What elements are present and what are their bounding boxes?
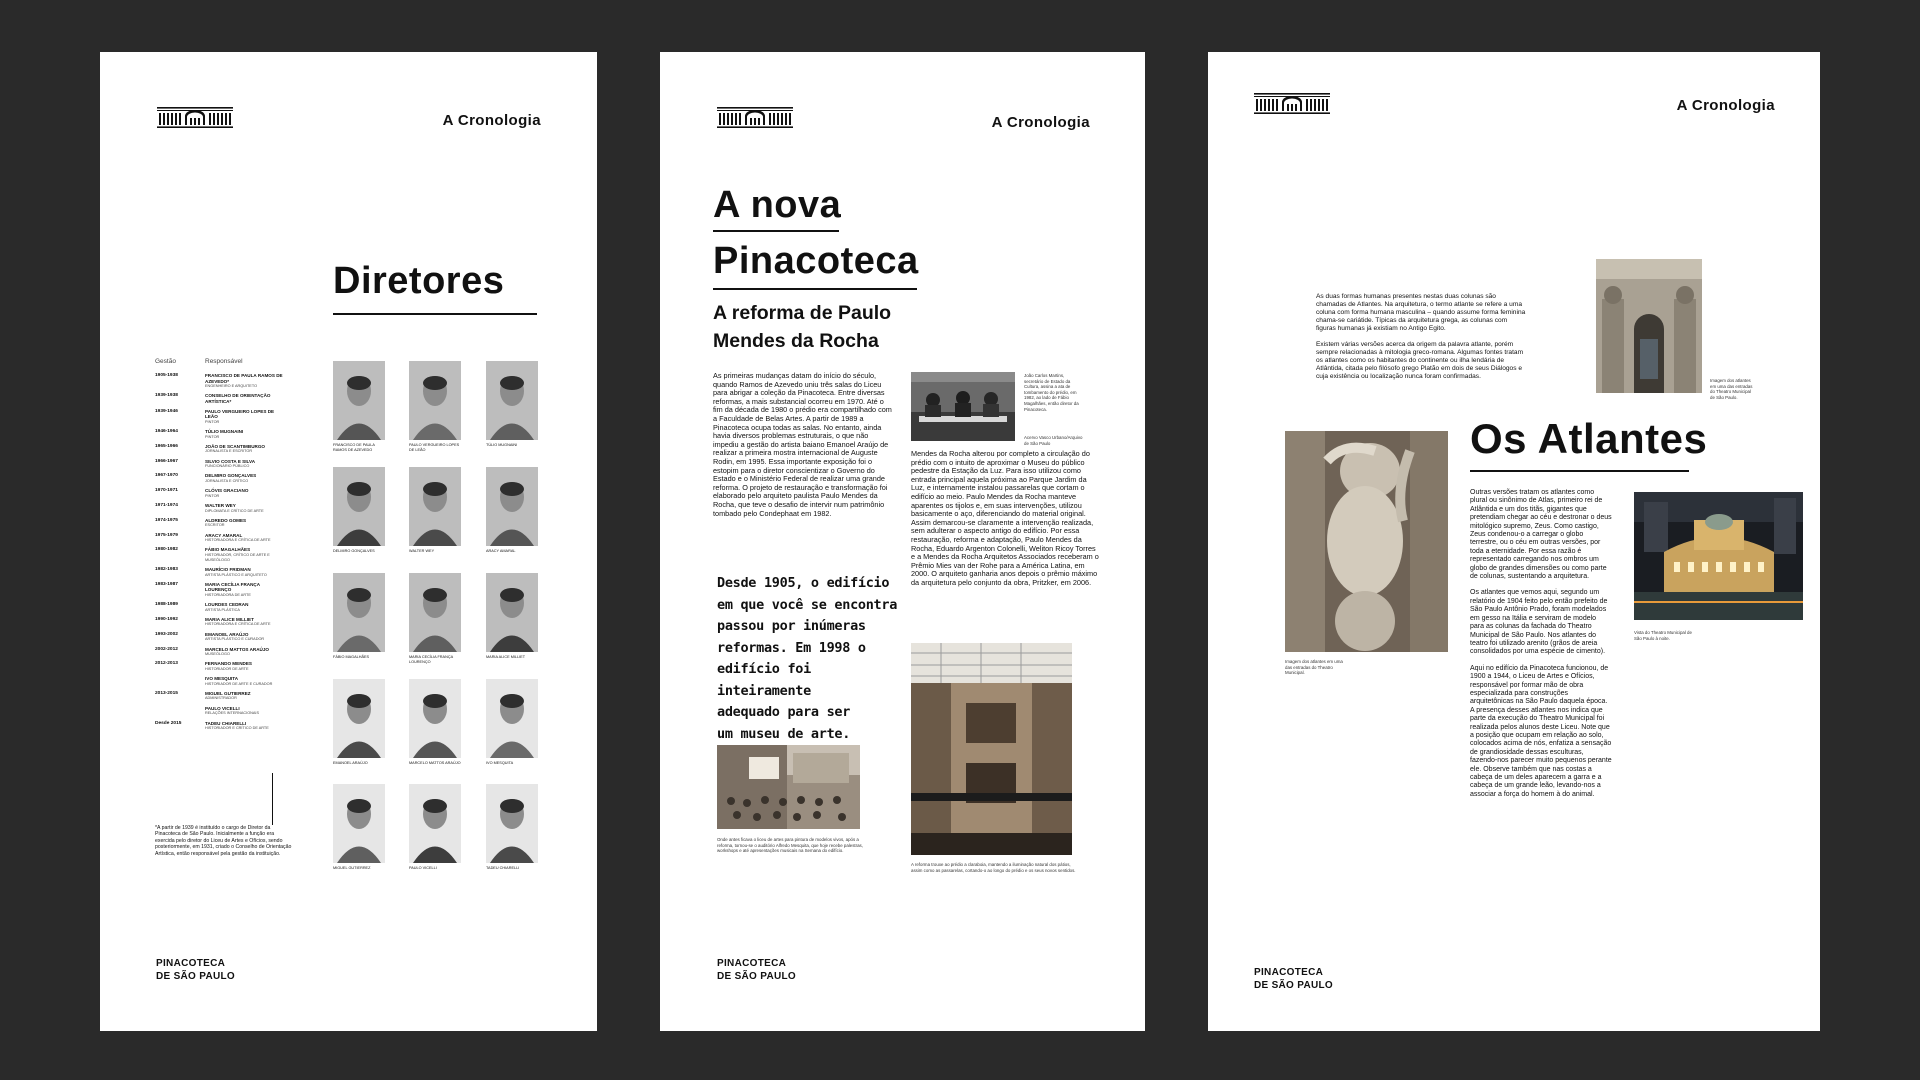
row-name: CONSELHO DE ORIENTAÇÃO ARTÍSTICA*	[205, 393, 271, 404]
row-years: 1965-1966	[155, 443, 178, 449]
row-role: ARTISTA PLÁSTICA	[205, 607, 240, 612]
portrait-card	[333, 467, 385, 554]
row-role: HISTORIADORA E CRÍTICA DE ARTE	[205, 622, 271, 627]
photo-signing-credit: Acervo Vasco Urbano/Arquivo de São Paulo	[1024, 435, 1083, 446]
portrait-photo	[333, 784, 385, 863]
row-role: MUSEÓLOGO	[205, 652, 230, 657]
portrait-name: TADEU CHIARELLI	[486, 866, 520, 870]
body-left: As primeiras mudanças datam do início do século, quando Ramos de Azevedo uniu três salas do Liceu para abrigar a coleção da Pinacoteca. Entre diversas reformas, a mais substancial ocorreu em 1970. Até o fim da década de 1980 o prédio era compartilhado com a Faculdade de Belas Artes. A partir de 1989 a Pinacoteca ocupa todas as salas. No entanto, ainda havia diversos problemas estruturais, o que não impediu a gestão do artista baiano Emanoel Araújo de realizar a primeira mostra internacional de Auguste Rodin, em 1995. Essa importante exposição foi o estopim para o diretor conscientizar o Governo do Estado e o Ministério Federal de realizar uma grande reforma. O projeto de restauração e transformação foi elaborado pelo arquiteto paulista Paulo Mendes da Rocha, que teve o desafio de intervir num patrimônio tombado pelo Condephaat em 1982.	[713, 371, 892, 518]
footer-line-2: DE SÃO PAULO	[717, 971, 796, 982]
row-person	[205, 661, 285, 671]
row-person	[205, 518, 285, 528]
photo-auditorium	[717, 745, 860, 829]
portrait-name: EMANOEL ARAÚJO	[333, 761, 368, 765]
row-person	[205, 409, 285, 425]
portrait-name: ARACY AMARAL	[486, 549, 516, 553]
row-years: 1905-1938	[155, 373, 178, 378]
photo-interior-atrium	[911, 643, 1072, 855]
portrait-card	[486, 784, 538, 871]
main-paragraph-3: Aqui no edifício da Pinacoteca funcionou, de 1900 a 1944, o Liceu de Artes e Ofícios, responsável por formar mão de obra especializada para construções arquitetônicas na São Paulo daquela época. A presença desses atlantes nos indica que parte da execução do Theatro Municipal foi realizada pelos alunos deste Liceu. Note que a posição que ocupam em relação ao solo, colocados acima de nós, enfatiza a sensação de grandiosidade dessas esculturas, fazendo-nos parecer muito pequenos perante ele. Observe também que nas costas a cabeça de um deles aparecem a garra e a cabeça de um grande leão, levando-nos a associar a força do homem à do animal.	[1470, 664, 1612, 798]
row-person	[205, 459, 285, 469]
portrait-name: PAULO VICELLI	[409, 866, 437, 870]
photo-facade-atlantes	[1596, 259, 1702, 393]
row-person	[205, 691, 285, 701]
table-row	[155, 691, 285, 701]
portrait-photo	[409, 361, 461, 440]
portrait-name: MARCELO MATTOS ARAÚJO	[409, 761, 461, 765]
portrait-name: DELMIRO GONÇALVES	[333, 549, 375, 553]
row-role: HISTORIADOR DE ARTE E CURADOR	[205, 681, 273, 686]
row-name: MARCELO MATTOS ARAÚJO	[205, 646, 269, 652]
row-years: 1988-1989	[155, 602, 178, 608]
portrait-card	[409, 573, 461, 664]
row-person	[205, 676, 285, 686]
table-header	[155, 358, 285, 365]
row-name: IVO MESQUITA	[205, 676, 239, 682]
body-right: Mendes da Rocha alterou por completo a circulação do prédio com o intuito de aproximar o Museu do público pedestre da Estação da Luz. Para isso utilizou como entrada principal aquela próxima ao Parque Jardim da Luz, e internamente instalou passarelas que cortam o edifício ao meio. Paulo Mendes da Rocha manteve aparentes os tijolos e, em suas intervenções, utilizou basicamente o aço, diferenciando do material original. Assim demarcou-se claramente a intervenção realizada, sem adulterar o aspecto antigo do edifício. Por essa restauração, reforma e adaptação, Paulo Mendes da Rocha, Eduardo Argenton Colonelli, Weliton Ricoy Torres e a Mendes da Rocha Arquitetos Associados receberam o Prêmio Mies van der Rohe para a América Latina, em 2000. O arquiteto ganharia anos depois o prêmio máximo da arquitetura pelo conjunto da obra, Pritzker, em 2006.	[911, 449, 1099, 587]
row-role: RELAÇÕES INTERNACIONAIS	[205, 711, 260, 716]
portrait-name: FRANCISCO DE PAULA RAMOS DE AZEVEDO	[333, 443, 375, 452]
portrait-card	[409, 784, 461, 871]
portrait-card	[333, 679, 385, 766]
table-row	[155, 632, 285, 642]
title-line-2: Pinacoteca	[713, 240, 919, 282]
row-person	[205, 632, 285, 642]
subtitle	[713, 299, 891, 355]
row-years: 1966-1967	[155, 458, 178, 464]
table-row	[155, 393, 285, 404]
row-person	[205, 393, 285, 404]
directors-table	[155, 358, 285, 735]
row-person	[205, 567, 285, 577]
photo-auditorium-caption: Onde antes ficava o liceu de artes para pintura de modelos vivos, após a reforma, tornou-se o auditório Alfredo Mesquita, que hoje recebe palestras, workshops e até apresentações musicais na Semana do edifício.	[717, 837, 863, 854]
row-name: MAURÍCIO FRIDMAN	[205, 567, 251, 573]
photo-atlante-caption: Imagem dos atlantes em uma das entradas do Theatro Municipal.	[1285, 659, 1343, 676]
footer-brand	[717, 957, 796, 983]
photo-atlante-sculpture	[1285, 431, 1448, 652]
poster-title: Diretores	[333, 260, 505, 302]
footer-line-1: PINACOTECA	[717, 958, 787, 969]
row-years: 1982-1983	[155, 567, 178, 573]
table-row	[155, 488, 285, 498]
row-name: TÚLIO MUGNAINI	[205, 429, 244, 435]
pinacoteca-logo-icon	[1254, 93, 1330, 114]
row-person	[205, 647, 285, 657]
poster-diretores	[100, 52, 597, 1031]
portrait-card	[486, 573, 538, 660]
title-line-1: A nova	[713, 184, 842, 226]
row-years: 1939-1938	[155, 393, 178, 399]
row-role: FUNCIONÁRIO PÚBLICO	[205, 464, 250, 469]
quote-line: adequado para ser	[717, 704, 851, 720]
title-underline	[1470, 470, 1689, 472]
row-person	[205, 488, 285, 498]
table-row	[155, 617, 285, 627]
col-responsavel: Responsável	[205, 358, 243, 365]
row-role: DIPLOMATA E CRÍTICO DE ARTE	[205, 508, 264, 513]
table-row	[155, 373, 285, 389]
row-role: HISTORIADOR E CRÍTICO DE ARTE	[205, 726, 269, 731]
row-years: 1939-1946	[155, 408, 178, 414]
row-role: HISTORIADOR, CRÍTICO DE ARTE E MUSEÓLOGO	[205, 552, 270, 562]
row-name: MARIA ALICE MILLIET	[205, 616, 254, 622]
pull-quote	[717, 573, 907, 745]
row-role: PINTOR	[205, 493, 220, 498]
portrait-card	[333, 361, 385, 452]
quote-line: reformas. Em 1998 o	[717, 639, 866, 656]
quote-line: um museu de arte.	[717, 725, 851, 742]
row-role: ESCRITOR	[205, 523, 225, 528]
row-person	[205, 547, 285, 562]
row-role: PINTOR	[205, 419, 220, 424]
portrait-photo	[333, 573, 385, 652]
table-row	[155, 582, 285, 598]
portrait-photo	[486, 467, 538, 546]
row-person	[205, 373, 285, 389]
portrait-card	[486, 361, 538, 448]
row-role: ARTISTA PLÁSTICO E CURADOR	[205, 637, 265, 642]
intro-paragraph-1: As duas formas humanas presentes nestas duas colunas são chamadas de Atlantes. Na arquitetura, o termo atlante se refere a uma coluna com forma humana masculina – quando assume forma feminina chama-se cariátide. Típicas da arquitetura grega, as colunas com figuras humanas já existiam no Antigo Egito.	[1316, 293, 1526, 332]
footer-line-1: PINACOTECA	[156, 958, 226, 969]
table-row	[155, 533, 285, 543]
row-years	[155, 676, 205, 686]
portrait-photo	[486, 679, 538, 758]
photo-signing	[911, 372, 1015, 441]
row-years: 2013-2015	[155, 690, 178, 696]
footer-line-2: DE SÃO PAULO	[156, 971, 235, 982]
row-person	[205, 706, 285, 716]
table-row	[155, 567, 285, 577]
row-name: MARIA CECÍLIA FRANÇA LOURENÇO	[205, 581, 260, 593]
table-row	[155, 676, 285, 686]
table-row	[155, 473, 285, 483]
row-name: EMANOEL ARAÚJO	[205, 631, 249, 637]
title-underline-1	[713, 230, 839, 232]
row-person	[205, 602, 285, 612]
quote-line: Desde 1905, o edifício	[717, 575, 890, 591]
pinacoteca-logo-icon	[157, 107, 233, 128]
portrait-name: PAULO VERGUEIRO LOPES DE LEÃO	[409, 443, 460, 452]
footer-brand	[156, 957, 235, 983]
row-years: 1980-1982	[155, 547, 178, 553]
photo-facade-caption: Imagem dos atlantes em uma das entradas do Theatro Municipal de São Paulo.	[1710, 378, 1753, 400]
row-role: ADMINISTRADOR	[205, 696, 237, 701]
row-person	[205, 617, 285, 627]
portrait-name: MARIA CECÍLIA FRANÇA LOURENÇO	[409, 655, 453, 664]
portrait-photo	[409, 679, 461, 758]
portrait-photo	[409, 467, 461, 546]
table-row	[155, 706, 285, 716]
poster-header: A Cronologia	[991, 114, 1090, 131]
main-paragraph-2: Os atlantes que vemos aqui, segundo um relatório de 1904 feito pelo então prefeito de São Paulo Antônio Prado, foram modelados em gesso na Itália e serviram de modelo para as colunas da fachada do Theatro Municipal de São Paulo. Nos atlantes do teatro foi utilizado arenito (grãos de areia consolidados por uma espécie de cimento).	[1470, 589, 1608, 656]
table-row	[155, 602, 285, 612]
row-name: FERNANDO MENDES	[205, 661, 252, 667]
portrait-photo	[486, 573, 538, 652]
row-years: 1993-2002	[155, 631, 178, 637]
row-person	[205, 503, 285, 513]
table-row	[155, 721, 285, 731]
photo-theatro-caption: Vista do Theatro Municipal de São Paulo à noite.	[1634, 630, 1692, 641]
row-years: 1983-1987	[155, 581, 178, 587]
row-years: Desde 2015	[155, 720, 182, 726]
row-years: 2002-2012	[155, 646, 178, 652]
row-years: 1967-1970	[155, 473, 178, 479]
photo-interior-caption: A reforma trouxe ao prédio a claraboia, mantendo a iluminação natural dos pátios, assim como as passarelas, cortando-o ao longo do prédio e os seus novos sentidos.	[911, 862, 1076, 873]
quote-line: edifício foi inteiramente	[717, 661, 811, 699]
portrait-photo	[409, 784, 461, 863]
row-role: ENGENHEIRO E ARQUITETO	[205, 384, 258, 388]
portrait-name: FÁBIO MAGALHÃES	[333, 655, 370, 659]
portrait-photo	[333, 679, 385, 758]
row-name: ALDREDO GOMES	[205, 517, 247, 523]
row-person	[205, 721, 285, 731]
portrait-name: TÚLIO MUGNAINI	[486, 443, 518, 447]
row-name: FRANCISCO DE PAULA RAMOS DE AZEVEDO*	[205, 373, 283, 384]
title-underline	[333, 313, 537, 315]
table-row	[155, 409, 285, 425]
table-row	[155, 429, 285, 439]
footer-brand	[1254, 966, 1333, 992]
col-gestao: Gestão	[155, 358, 176, 365]
row-person	[205, 429, 285, 439]
row-name: JOÃO DE SCANTIMBURGO	[205, 443, 265, 449]
row-years: 1946-1964	[155, 429, 178, 435]
row-person	[205, 582, 285, 598]
row-name: FÁBIO MAGALHÃES	[205, 547, 251, 553]
row-name: PAULO VICELLI	[205, 705, 240, 711]
row-years	[155, 706, 205, 716]
row-name: MIGUEL GUTIERREZ	[205, 690, 251, 696]
poster-header: A Cronologia	[1676, 97, 1775, 114]
row-name: ARACY AMARAL	[205, 532, 243, 538]
row-role: HISTORIADORA DE ARTE	[205, 592, 251, 597]
table-row	[155, 518, 285, 528]
portrait-photo	[409, 573, 461, 652]
poster-os-atlantes	[1208, 52, 1820, 1031]
row-name: PAULO VERGUEIRO LOPES DE LEÃO	[205, 408, 275, 420]
row-years: 2012-2013	[155, 661, 178, 667]
footnote: *A partir de 1939 é instituído o cargo de Diretor da Pinacoteca de São Paulo. Inicialmente a função era exercida pelo diretor do Liceu de Artes e Ofícios, sendo posteriormente, em 1931, criado o Conselho de Orientação Artística, então responsável pela gestão da instituição.	[155, 825, 292, 857]
row-years: 1970-1971	[155, 488, 178, 494]
row-role: PINTOR	[205, 434, 220, 439]
footer-line-2: DE SÃO PAULO	[1254, 980, 1333, 991]
quote-line: passou por inúmeras	[717, 618, 866, 634]
photo-theatro-night	[1634, 492, 1803, 620]
row-name: LOURDES CEDRAN	[205, 602, 249, 608]
table-row	[155, 547, 285, 562]
table-row	[155, 444, 285, 454]
poster-title: Os Atlantes	[1470, 415, 1708, 462]
poster-title	[713, 177, 919, 289]
row-person	[205, 533, 285, 543]
row-years: 1971-1974	[155, 503, 178, 509]
row-years: 1975-1979	[155, 532, 178, 538]
row-person	[205, 444, 285, 454]
poster-nova-pinacoteca	[660, 52, 1145, 1031]
row-role: JORNALISTA E ESCRITOR	[205, 449, 253, 454]
row-years: 1974-1975	[155, 517, 178, 523]
row-name: TADEU CHIARELLI	[205, 720, 247, 726]
row-person	[205, 473, 285, 483]
pinacoteca-logo-icon	[717, 107, 793, 128]
row-years: 1990-1992	[155, 616, 178, 622]
portrait-card	[409, 679, 461, 766]
portrait-name: WALTER WEY	[409, 549, 435, 553]
portrait-card	[333, 784, 385, 871]
portrait-photo	[486, 784, 538, 863]
main-paragraph-1: Outras versões tratam os atlantes como plural ou sinônimo de Atlas, primeiro rei de Atlântida e um dos titãs, gigantes que pretendiam chegar ao céu e destronar o deus mitológico supremo, Zeus. Como castigo, Zeus condenou-o a carregar o globo terrestre, ou o céu em outras versões, por toda a eternidade. Por essa razão é representado carregando nos ombros um globo de grandes dimensões ou como parte de colunas, sustentando a arquitetura.	[1470, 489, 1612, 581]
intro-paragraph-2: Existem várias versões acerca da origem da palavra atlante, porém sempre relacionadas à mitologia greco-romana. Algumas fontes tratam os atlantes como os habitantes do continente ou ilha lendária de Atlântida, citada pelo filósofo grego Platão em dois de seus Diálogos e cuja existência ou localização nunca foram confirmadas.	[1316, 341, 1524, 380]
main-text	[1470, 489, 1612, 807]
footer-line-1: PINACOTECA	[1254, 967, 1324, 978]
intro-text	[1316, 293, 1526, 389]
portrait-photo	[486, 361, 538, 440]
row-role: HISTORIADORA E CRÍTICA DE ARTE	[205, 538, 271, 543]
photo-signing-caption: João Carlos Martins, secretário de Estado da Cultura, assina a ata de tombamento do prédio, em 1982, ao lado de Fábio Magalhães, então diretor da Pinacoteca.	[1024, 373, 1079, 412]
table-row	[155, 503, 285, 513]
quote-line: em que você se encontra	[717, 596, 898, 613]
portrait-photo	[333, 361, 385, 440]
bracket-line	[272, 773, 273, 825]
row-role: JORNALISTA E CRÍTICO	[205, 478, 249, 483]
table-row	[155, 459, 285, 469]
portrait-card	[486, 467, 538, 554]
portrait-card	[409, 361, 461, 452]
portrait-photo	[333, 467, 385, 546]
row-name: WALTER WEY	[205, 503, 236, 509]
row-role: ARTISTA PLÁSTICO E ARQUITETO	[205, 572, 267, 577]
portrait-name: MIGUEL GUTIERREZ	[333, 866, 371, 870]
portrait-name: IVO MESQUITA	[486, 761, 514, 765]
row-name: SILVIO COSTA E SILVA	[205, 458, 256, 464]
subtitle-line-1: A reforma de Paulo	[713, 302, 892, 324]
portrait-card	[486, 679, 538, 766]
portrait-name: MARIA ALICE MILLIET	[486, 655, 526, 659]
portrait-card	[409, 467, 461, 554]
row-name: DELMIRO GONÇALVES	[205, 473, 257, 479]
row-role: HISTORIADOR DE ARTE	[205, 666, 249, 671]
poster-header: A Cronologia	[442, 112, 541, 129]
title-underline-2	[713, 288, 917, 290]
table-row	[155, 661, 285, 671]
portrait-card	[333, 573, 385, 660]
subtitle-line-2: Mendes da Rocha	[713, 330, 879, 352]
table-row	[155, 647, 285, 657]
row-name: CLÓVIS GRACIANO	[205, 488, 249, 494]
